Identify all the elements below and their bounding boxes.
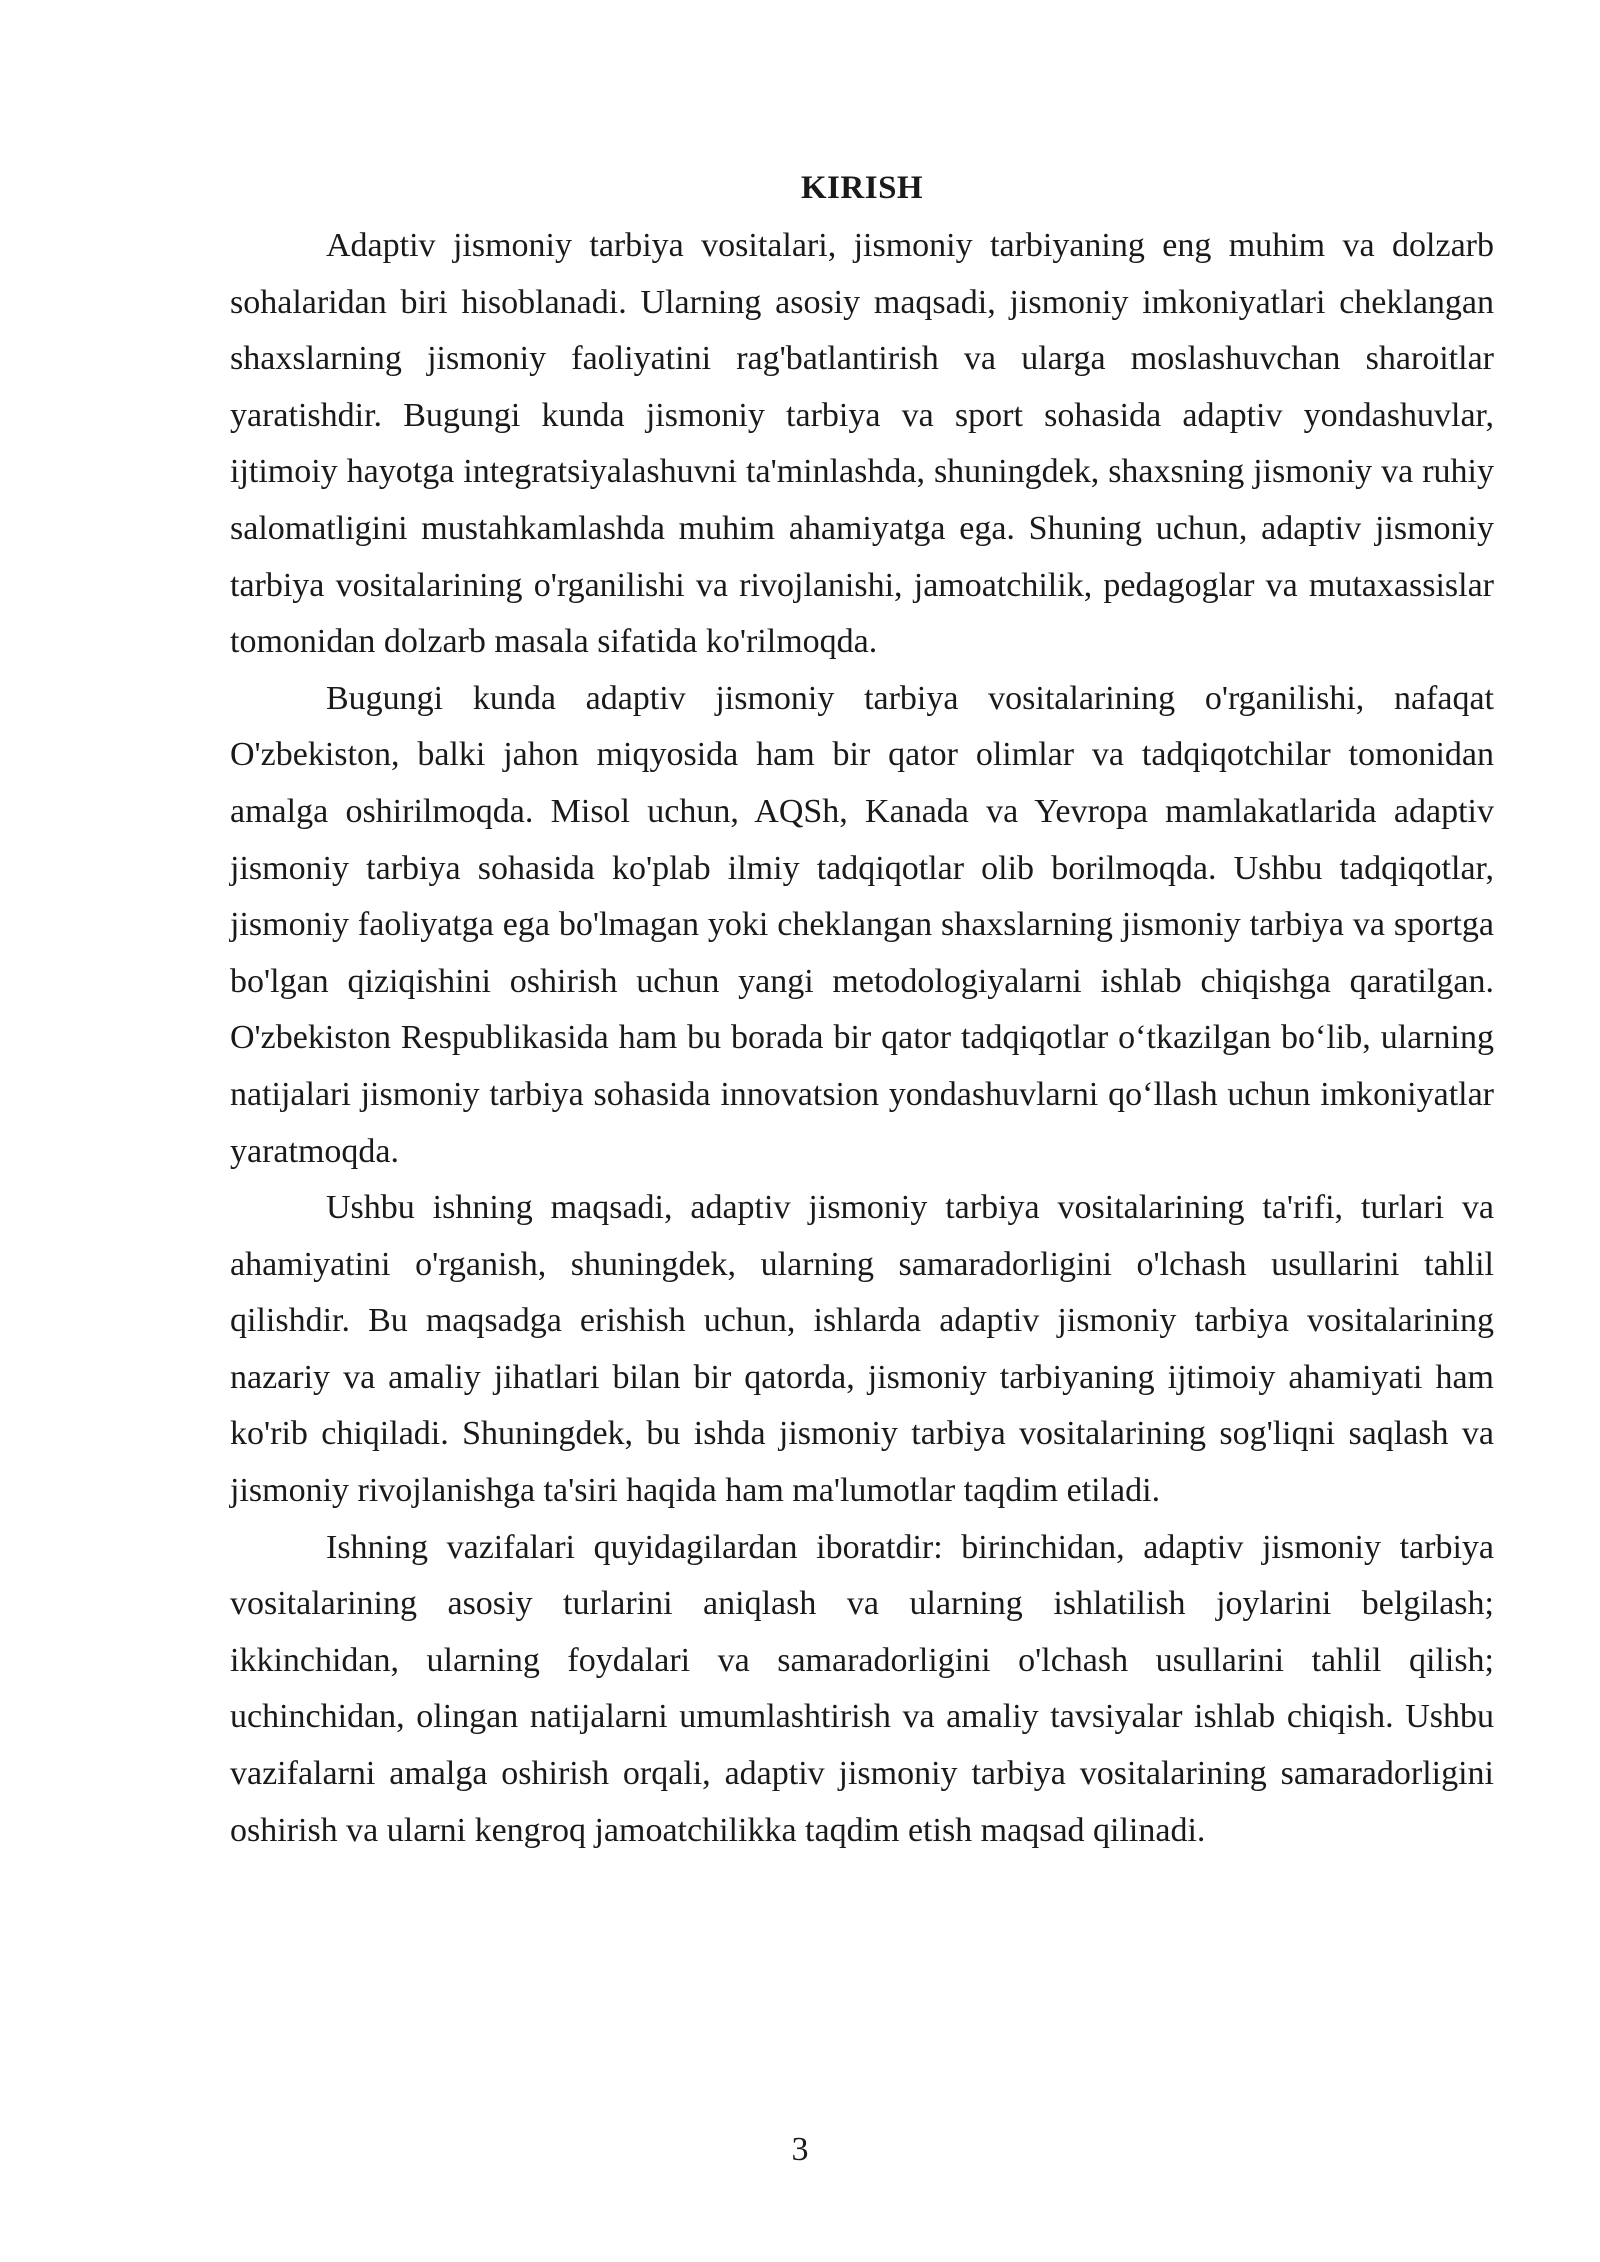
page-content [230,160,1494,1859]
paragraph-1: Adaptiv jismoniy tarbiya vositalari, jismoniy tarbiyaning eng muhim va dolzarb sohalaridan biri hisoblanadi. Ularning asosiy maqsadi, jismoniy imkoniyatlari cheklangan shaxslarning jismoniy faoliyatini rag'batlantirish va ularga moslashuvchan sharoitlar yaratishdir. Bugungi kunda jismoniy tarbiya va sport sohasida adaptiv yondashuvlar, ijtimoiy hayotga integratsiyalashuvni ta'minlashda, shuningdek, shaxsning jismoniy va ruhiy salomatligini mustahkamlashda muhim ahamiyatga ega. Shuning uchun, adaptiv jismoniy tarbiya vositalarining o'rganilishi va rivojlanishi, jamoatchilik, pedagoglar va mutaxassislar tomonidan dolzarb masala sifatida ko'rilmoqda. [230,227,1494,661]
page-number: 3 [791,2131,809,2168]
paragraph-4: Ishning vazifalari quyidagilardan iboratdir: birinchidan, adaptiv jismoniy tarbiya vositalarining asosiy turlarini aniqlash va ularning ishlatilish joylarini belgilash; ikkinchidan, ularning foydalari va samaradorligini o'lchash usullarini tahlil qilish; uchinchidan, olingan natijalarni umumlashtirish va amaliy tavsiyalar ishlab chiqish. Ushbu vazifalarni amalga oshirish orqali, adaptiv jismoniy tarbiya vositalarining samaradorligini oshirish va ularni kengroq jamoatchilikka taqdim etish maqsad qilinadi. [230,1528,1494,1849]
section-title: KIRISH [800,170,924,206]
paragraph-3: Ushbu ishning maqsadi, adaptiv jismoniy tarbiya vositalarining ta'rifi, turlari va ahamiyatini o'rganish, shuningdek, ularning samaradorligini o'lchash usullarini tahlil qilishdir. Bu maqsadga erishish uchun, ishlarda adaptiv jismoniy tarbiya vositalarining nazariy va amaliy jihatlari bilan bir qatorda, jismoniy tarbiyaning ijtimoiy ahamiyati ham ko'rib chiqiladi. Shuningdek, bu ishda jismoniy tarbiya vositalarining sog'liqni saqlash va jismoniy rivojlanishga ta'siri haqida ham ma'lumotlar taqdim etiladi. [230,1189,1494,1510]
paragraph-2: Bugungi kunda adaptiv jismoniy tarbiya vositalarining o'rganilishi, nafaqat O'zbekiston, balki jahon miqyosida ham bir qator olimlar va tadqiqotchilar tomonidan amalga oshirilmoqda. Misol uchun, AQSh, Kanada va Yevropa mamlakatlarida adaptiv jismoniy tarbiya sohasida ko'plab ilmiy tadqiqotlar olib borilmoqda. Ushbu tadqiqotlar, jismoniy faoliyatga ega bo'lmagan yoki cheklangan shaxslarning jismoniy tarbiya va sportga bo'lgan qiziqishini oshirish uchun yangi metodologiyalarni ishlab chiqishga qaratilgan. O'zbekiston Respublikasida ham bu borada bir qator tadqiqotlar o‘tkazilgan bo‘lib, ularning natijalari jismoniy tarbiya sohasida innovatsion yondashuvlarni qo‘llash uchun imkoniyatlar yaratmoqda. [230,679,1494,1170]
